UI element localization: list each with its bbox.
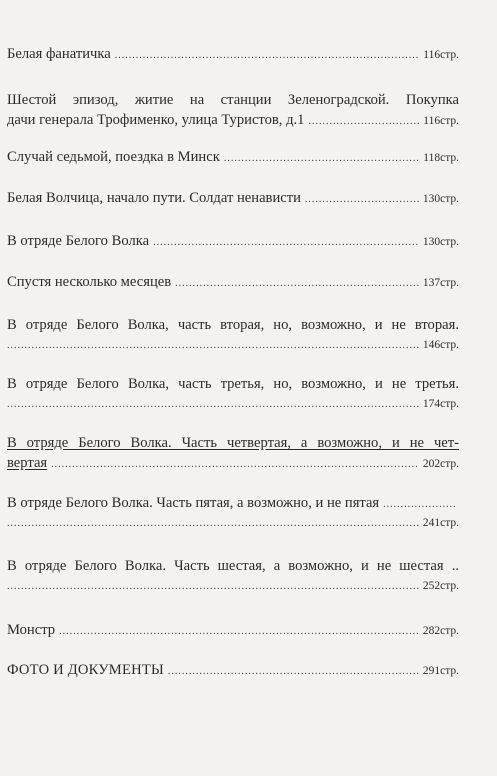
- toc-entry-title-continued: вертая: [7, 455, 48, 471]
- toc-entry-page: 116стр.: [423, 115, 459, 127]
- toc-entry-title: В отряде Белого Волка. Часть шестая, а возможно, и не шестая ..: [7, 558, 459, 574]
- dot-leader: [7, 577, 419, 597]
- dot-leader: [168, 662, 419, 682]
- toc-entry-title: Белая фанатичка: [7, 46, 111, 62]
- toc-entry-title: ФОТО И ДОКУМЕНТЫ: [7, 662, 164, 678]
- toc-entry-page: 130стр.: [422, 236, 459, 248]
- toc-entry: [7, 188, 459, 208]
- dot-leader: [51, 455, 419, 475]
- toc-entry: [7, 660, 459, 680]
- toc-entry-title: Случай седьмой, поездка в Минск: [7, 149, 220, 165]
- toc-entry-page: 116стр.: [423, 49, 459, 61]
- toc-entry-page: 282стр.: [422, 625, 459, 637]
- toc-entry-page: 202стр.: [422, 458, 459, 470]
- toc-entry-title: Спустя несколько месяцев: [7, 274, 172, 290]
- toc-entry-title: Шестой эпизод, житие на станции Зеленоградской. Покупка: [7, 92, 459, 108]
- toc-entry-page: 130стр.: [422, 193, 459, 205]
- dot-leader: [153, 233, 419, 253]
- toc-entry-page: 146стр.: [422, 339, 459, 351]
- dot-leader: [305, 190, 419, 210]
- dot-leader: [175, 274, 419, 294]
- dot-leader: [224, 149, 419, 169]
- toc-entry-page: 137стр.: [422, 277, 459, 289]
- toc-entry: [7, 556, 459, 596]
- toc-entry: [7, 374, 459, 414]
- dot-leader: [7, 514, 419, 534]
- dot-leader: [59, 622, 419, 642]
- toc-entry: [7, 493, 459, 533]
- toc-entry: [7, 620, 459, 640]
- toc-entry-title-continued: дачи генерала Трофименко, улица Туристов, д.1: [7, 112, 305, 128]
- dot-leader: [115, 46, 420, 66]
- toc-entry: [7, 315, 459, 355]
- dot-leader: [383, 495, 455, 515]
- toc-entry-page: 291стр.: [422, 665, 459, 677]
- toc-entry: [7, 147, 459, 167]
- toc-entry: [7, 44, 459, 64]
- toc-entry: [7, 231, 459, 251]
- toc-entry-title: В отряде Белого Волка: [7, 233, 150, 249]
- toc-entry-title: Белая Волчица, начало пути. Солдат ненависти: [7, 190, 301, 206]
- toc-entry-title: Монстр: [7, 622, 56, 638]
- toc-entry-title: В отряде Белого Волка. Часть пятая, а возможно, и не пятая: [7, 495, 380, 511]
- toc-entry: [7, 272, 459, 292]
- toc-entry-page: 252стр.: [422, 580, 459, 592]
- dot-leader: [308, 112, 419, 132]
- toc-entry: [7, 90, 459, 130]
- toc-entry-page: 241стр.: [422, 517, 459, 529]
- toc-entry-page: 174стр.: [422, 398, 459, 410]
- toc-entry-title: В отряде Белого Волка, часть вторая, но, возможно, и не вторая.: [7, 317, 459, 333]
- toc-entry-title: В отряде Белого Волка, часть третья, но, возможно, и не третья.: [7, 376, 459, 392]
- dot-leader: [7, 336, 419, 356]
- toc-entry-page: 118стр.: [423, 152, 459, 164]
- dot-leader: [7, 395, 419, 415]
- toc-entry: [7, 433, 459, 473]
- toc-entry-title: В отряде Белого Волка. Часть четвертая, а возможно, и не чет-: [7, 435, 459, 451]
